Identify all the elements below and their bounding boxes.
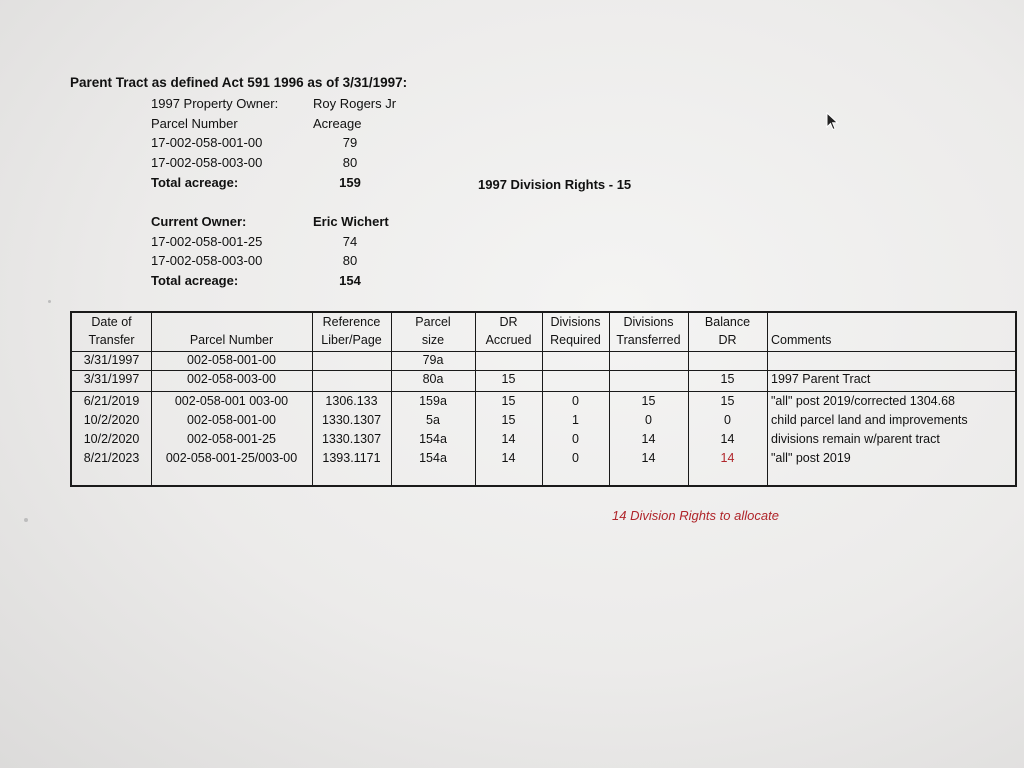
transfer-date-cell: 6/21/2019 (83, 394, 140, 408)
parent-parcel-1: 17-002-058-001-00 (151, 135, 263, 150)
parent-parcel-2: 17-002-058-003-00 (151, 155, 263, 170)
mouse-cursor-icon (826, 112, 840, 132)
reference-header: Reference (322, 315, 381, 329)
divisions-transferred-header: Divisions (623, 315, 674, 329)
acreage-label: Acreage (313, 116, 362, 131)
comments-cell: 1997 Parent Tract (771, 372, 871, 386)
divisions-transferred-cell: 14 (641, 432, 656, 446)
balance-dr-cell: 14 (720, 451, 735, 465)
current-parcel-2: 17-002-058-003-00 (151, 253, 263, 268)
parent-owner-label: 1997 Property Owner: (151, 96, 279, 111)
balance-dr-cell: 14 (720, 432, 735, 446)
comments-cell: child parcel land and improvements (771, 413, 968, 427)
divisions-transferred-header: Transferred (616, 333, 681, 347)
balance-dr-header: DR (718, 333, 737, 347)
divisions-transferred-cell: 15 (641, 394, 656, 408)
parcel-size-cell: 154a (419, 451, 447, 465)
parent-total-value: 159 (339, 175, 361, 190)
parcel-size-header: Parcel (415, 315, 451, 329)
dr-accrued-cell: 14 (501, 432, 516, 446)
divisions-required-cell: 0 (572, 432, 579, 446)
parent-owner-value: Roy Rogers Jr (313, 96, 397, 111)
current-parcel-1: 17-002-058-001-25 (151, 234, 263, 249)
divisions-transferred-cell: 0 (645, 413, 652, 427)
current-owner-label: Current Owner: (151, 214, 247, 229)
reference-cell: 1330.1307 (321, 432, 382, 446)
table-row-divider (72, 370, 1015, 371)
reference-header: Liber/Page (321, 333, 382, 347)
comments-cell: "all" post 2019/corrected 1304.68 (771, 394, 955, 408)
dr-accrued-cell: 15 (501, 372, 516, 386)
divisions-required-cell: 0 (572, 394, 579, 408)
parent-acreage-1: 79 (342, 135, 358, 150)
parcel-number-header: Parcel Number (189, 333, 274, 347)
parcel-number-cell: 002-058-001-25 (187, 432, 276, 446)
division-rights-note: 1997 Division Rights - 15 (478, 177, 632, 192)
divisions-required-header: Divisions (550, 315, 601, 329)
parcel-size-header: size (421, 333, 445, 347)
reference-cell: 1306.133 (325, 394, 378, 408)
balance-dr-cell: 15 (720, 372, 735, 386)
parcel-number-cell: 002-058-003-00 (187, 372, 276, 386)
divisions-transferred-cell: 14 (641, 451, 656, 465)
parcel-size-cell: 154a (419, 432, 447, 446)
transfer-date-cell: 3/31/1997 (83, 372, 140, 386)
dr-accrued-cell: 15 (501, 394, 516, 408)
balance-dr-cell: 15 (720, 394, 735, 408)
comments-cell: "all" post 2019 (771, 451, 851, 465)
current-total-label: Total acreage: (151, 273, 239, 288)
parent-acreage-2: 80 (342, 155, 358, 170)
comments-header: Comments (771, 333, 832, 347)
transfer-date-cell: 10/2/2020 (83, 432, 140, 446)
current-owner-value: Eric Wichert (313, 214, 389, 229)
transfer-table (70, 311, 1017, 487)
parcel-number-label: Parcel Number (151, 116, 238, 131)
date-header: Transfer (88, 333, 135, 347)
divisions-required-cell: 1 (572, 413, 579, 427)
transfer-date-cell: 8/21/2023 (83, 451, 140, 465)
transfer-date-cell: 10/2/2020 (83, 413, 140, 427)
parcel-size-cell: 5a (426, 413, 440, 427)
speck-decoration (24, 518, 28, 522)
allocation-note: 14 Division Rights to allocate (612, 508, 779, 523)
parcel-size-cell: 159a (419, 394, 447, 408)
dr-accrued-cell: 15 (501, 413, 516, 427)
parcel-number-cell: 002-058-001 003-00 (174, 394, 289, 408)
divisions-required-cell: 0 (572, 451, 579, 465)
reference-cell: 1393.1171 (322, 451, 381, 465)
parcel-size-cell: 80a (422, 372, 444, 386)
balance-dr-cell: 0 (724, 413, 731, 427)
parcel-number-cell: 002-058-001-00 (187, 353, 276, 367)
current-total-value: 154 (339, 273, 361, 288)
dr-accrued-header: DR (499, 315, 518, 329)
reference-cell: 1330.1307 (321, 413, 382, 427)
dr-accrued-cell: 14 (501, 451, 516, 465)
date-header: Date of (91, 315, 132, 329)
dr-accrued-header: Accrued (485, 333, 532, 347)
transfer-date-cell: 3/31/1997 (83, 353, 140, 367)
table-col-divider (767, 313, 768, 485)
table-row-divider (72, 351, 1015, 352)
speck-decoration (48, 300, 51, 303)
parcel-number-cell: 002-058-001-25/003-00 (165, 451, 298, 465)
parcel-number-cell: 002-058-001-00 (187, 413, 276, 427)
parcel-size-cell: 79a (422, 353, 444, 367)
parent-total-label: Total acreage: (151, 175, 239, 190)
current-acreage-1: 74 (342, 234, 358, 249)
comments-cell: divisions remain w/parent tract (771, 432, 940, 446)
document-title: Parent Tract as defined Act 591 1996 as of 3/31/1997: (70, 75, 408, 90)
divisions-required-header: Required (550, 333, 601, 347)
balance-dr-header: Balance (704, 315, 751, 329)
table-row-divider (72, 391, 1015, 392)
current-acreage-2: 80 (342, 253, 358, 268)
